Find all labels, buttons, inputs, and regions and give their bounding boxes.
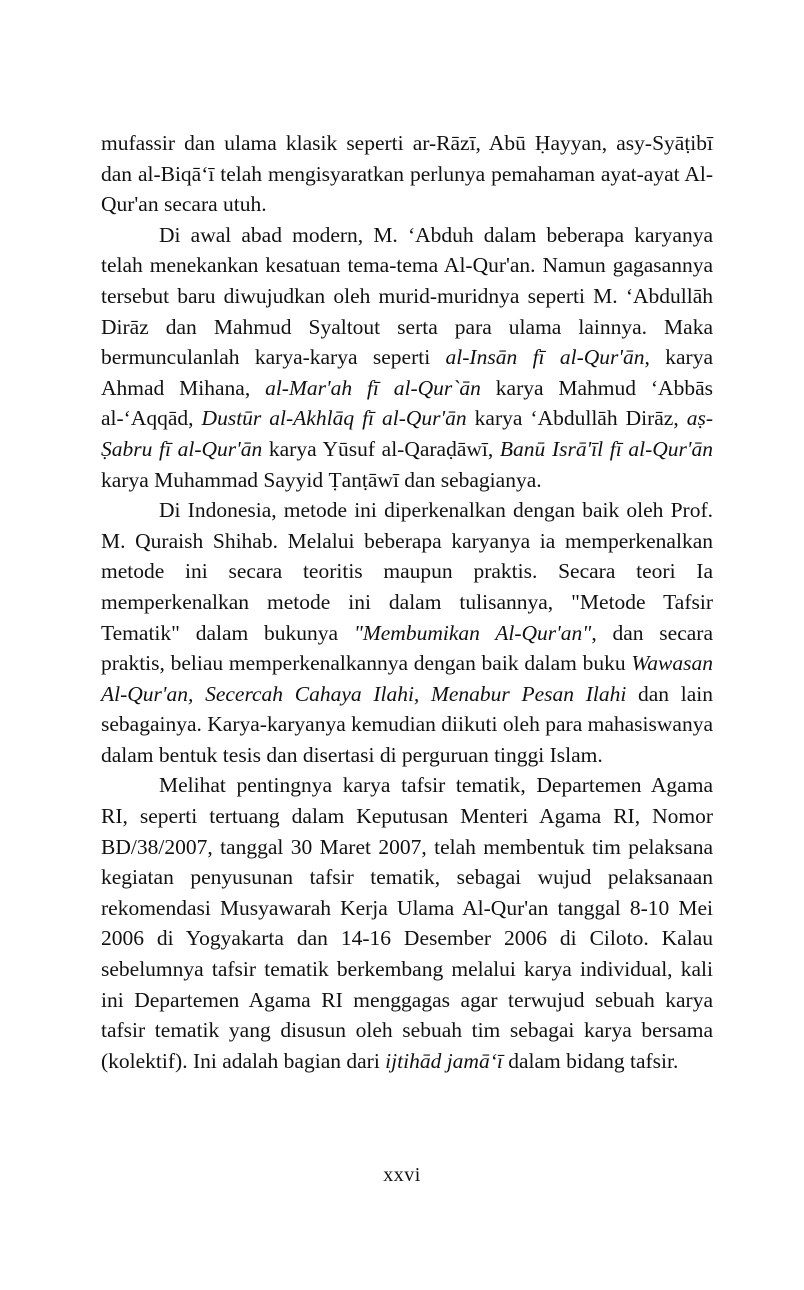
paragraph-1 <box>101 128 713 220</box>
italic-title: "Membumikan Al-Qur'an" <box>353 620 592 645</box>
paragraph-3 <box>101 495 713 770</box>
text-run: dalam bidang tafsir. <box>502 1048 679 1073</box>
text-run: karya ‘Abdullāh Dirāz, <box>466 406 687 431</box>
italic-title: ijtihād jamā‘ī <box>385 1048 503 1073</box>
body-text <box>101 128 713 1076</box>
text-run: , dan secara praktis, beliau memperkenalkannya dengan baik dalam buku <box>101 620 713 676</box>
italic-title: al-Insān fī al-Qur'ān <box>445 345 645 370</box>
text-run: karya Mahmud ‘Abbās al-‘Aqqād, <box>101 375 713 431</box>
italic-title: Dustūr al-Akhlāq fī al-Qur'ān <box>201 406 467 431</box>
paragraph-2 <box>101 220 713 495</box>
paragraph-4 <box>101 770 713 1076</box>
italic-title: Wawasan Al-Qur'an, Secercah Cahaya Ilahi, Menabur Pesan Ilahi <box>101 651 713 706</box>
text-run: Di awal abad modern, M. ‘Abduh dalam beberapa karyanya telah menekankan kesatuan tema-tema Al-Qur'an. Namun gagasannya tersebut baru diwujudkan oleh murid-muridnya seperti M. ‘Abdullāh Dirāz dan Mahmud Syaltout serta para ulama lainnya. Maka bermunculanlah karya-karya seperti <box>101 222 713 370</box>
text-run: Melihat pentingnya karya tafsir tematik, Departemen Agama RI, seperti tertuang dalam Keputusan Menteri Agama RI, Nomor BD/38/2007, tanggal 30 Maret 2007, telah membentuk tim pelaksana kegiatan penyusunan tafsir tematik, sebagai wujud pelaksanaan rekomendasi Musyawarah Kerja Ulama Al-Qur'an tanggal 8-10 Mei 2006 di Yogyakarta dan 14-16 Desember 2006 di Ciloto. Kalau sebelumnya tafsir tematik berkembang melalui karya individual, kali ini Departemen Agama RI menggagas agar terwujud sebuah karya tafsir tematik yang disusun oleh sebuah tim sebagai karya bersama (kolektif). Ini adalah bagian dari <box>101 773 713 1073</box>
page-number: xxvi <box>383 1164 421 1186</box>
text-run: , karya Ahmad Mihana, <box>101 345 713 400</box>
italic-title: al-Mar'ah fī al-Qur`ān <box>265 375 481 400</box>
italic-title: aṣ-Ṣabru fī al-Qur'ān <box>101 406 714 461</box>
text-run: Di Indonesia, metode ini diperkenalkan dengan baik oleh Prof. M. Quraish Shihab. Melalui beberapa karyanya ia memperkenalkan metode ini secara teoritis maupun praktis. Secara teori Ia memperkenalkan metode ini dalam tulisannya, "Metode Tafsir Tematik" dalam bukunya <box>101 498 713 645</box>
text-run: karya Yūsuf al-Qaraḍāwī, <box>262 436 500 461</box>
text-run: mufassir dan ulama klasik seperti ar-Rāzī, Abū Ḥayyan, asy-Syāṭibī dan al-Biqā‘ī telah mengisyaratkan perlunya pemahaman ayat-ayat Al-Qur'an secara utuh. <box>101 131 713 217</box>
text-run: karya Muhammad Sayyid Ṭanṭāwī dan sebagianya. <box>101 467 542 492</box>
italic-title: Banū Isrā'īl fī al-Qur'ān <box>499 436 713 461</box>
text-run: dan lain sebagainya. Karya-karyanya kemudian diikuti oleh para mahasiswanya dalam bentuk tesis dan disertasi di perguruan tinggi Islam. <box>101 681 713 767</box>
